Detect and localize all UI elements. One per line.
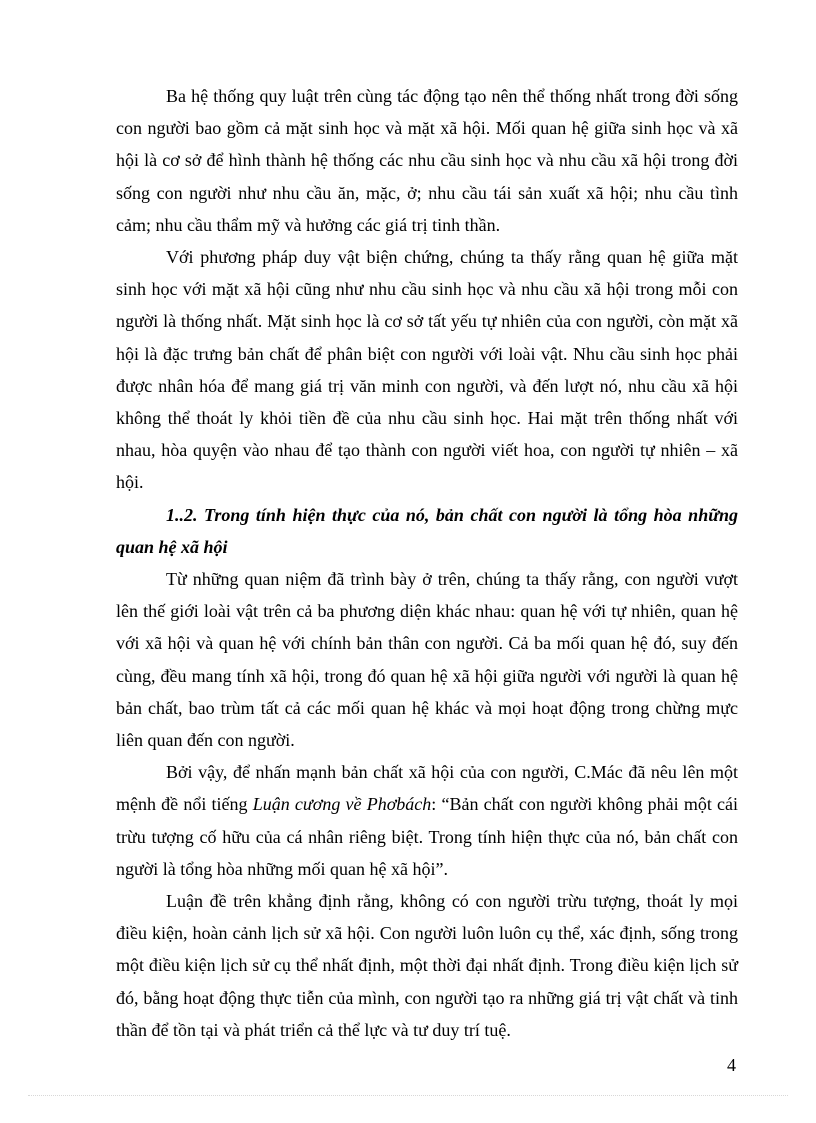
paragraph-3: Từ những quan niệm đã trình bày ở trên, chúng ta thấy rằng, con người vượt lên thế giới loài vật trên cả ba phương diện khác nhau: quan hệ với tự nhiên, quan hệ với xã hội và quan hệ với chính bản thân con người. Cả ba mối quan hệ đó, suy đến cùng, đều mang tính xã hội, trong đó quan hệ xã hội giữa người với người là quan hệ bản chất, bao trùm tất cả các mối quan hệ khác và mọi hoạt động trong chừng mực liên quan đến con người.: [116, 569, 738, 751]
paragraph-5: Luận đề trên khẳng định rằng, không có con người trừu tượng, thoát ly mọi điều kiện, hoàn cảnh lịch sử xã hội. Con người luôn luôn cụ thể, xác định, sống trong một điều kiện lịch sử cụ thể nhất định, một thời đại nhất định. Trong điều kiện lịch sử đó, bằng hoạt động thực tiễn của mình, con người tạo ra những giá trị vật chất và tinh thần để tồn tại và phát triển cả thể lực và tư duy trí tuệ.: [116, 891, 738, 1040]
section-heading: 1..2. Trong tính hiện thực của nó, bản chất con người là tổng hòa những quan hệ xã hội: [116, 504, 738, 557]
work-title: Luận cương về Phơbách: [252, 794, 432, 815]
paragraph-4-text-before: Bởi vậy, để nhấn mạnh bản chất xã hội của con người, C.Mác đã nêu lên một mệnh đề nổi tiếng: [116, 762, 738, 815]
paragraph-4: [116, 756, 738, 885]
page-number: 4: [727, 1055, 736, 1075]
paragraph-2: Với phương pháp duy vật biện chứng, chúng ta thấy rằng quan hệ giữa mặt sinh học với mặt xã hội cũng như nhu cầu sinh học và nhu cầu xã hội trong mỗi con người là thống nhất. Mặt sinh học là cơ sở tất yếu tự nhiên của con người, còn mặt xã hội là đặc trưng bản chất để phân biệt con người với loài vật. Nhu cầu sinh học phải được nhân hóa để mang giá trị văn minh con người, và đến lượt nó, nhu cầu xã hội không thể thoát ly khỏi tiền đề của nhu cầu sinh học. Hai mặt trên thống nhất với nhau, hòa quyện vào nhau để tạo thành con người viết hoa, con người tự nhiên – xã hội.: [116, 247, 738, 493]
page-body: [116, 80, 738, 1046]
paragraph-4-text-after: : “Bản chất con người không phải một cái trừu tượng cố hữu của cá nhân riêng biệt. Trong tính hiện thực của nó, bản chất con người là tổng hòa những mối quan hệ xã hội”.: [116, 794, 738, 879]
page-bottom-divider: [28, 1095, 788, 1096]
paragraph-1: Ba hệ thống quy luật trên cùng tác động tạo nên thể thống nhất trong đời sống con người bao gồm cả mặt sinh học và mặt xã hội. Mối quan hệ giữa sinh học và xã hội là cơ sở để hình thành hệ thống các nhu cầu sinh học và nhu cầu xã hội trong đời sống con người như nhu cầu ăn, mặc, ở; nhu cầu tái sản xuất xã hội; nhu cầu tình cảm; nhu cầu thẩm mỹ và hưởng các giá trị tinh thần.: [116, 86, 738, 235]
